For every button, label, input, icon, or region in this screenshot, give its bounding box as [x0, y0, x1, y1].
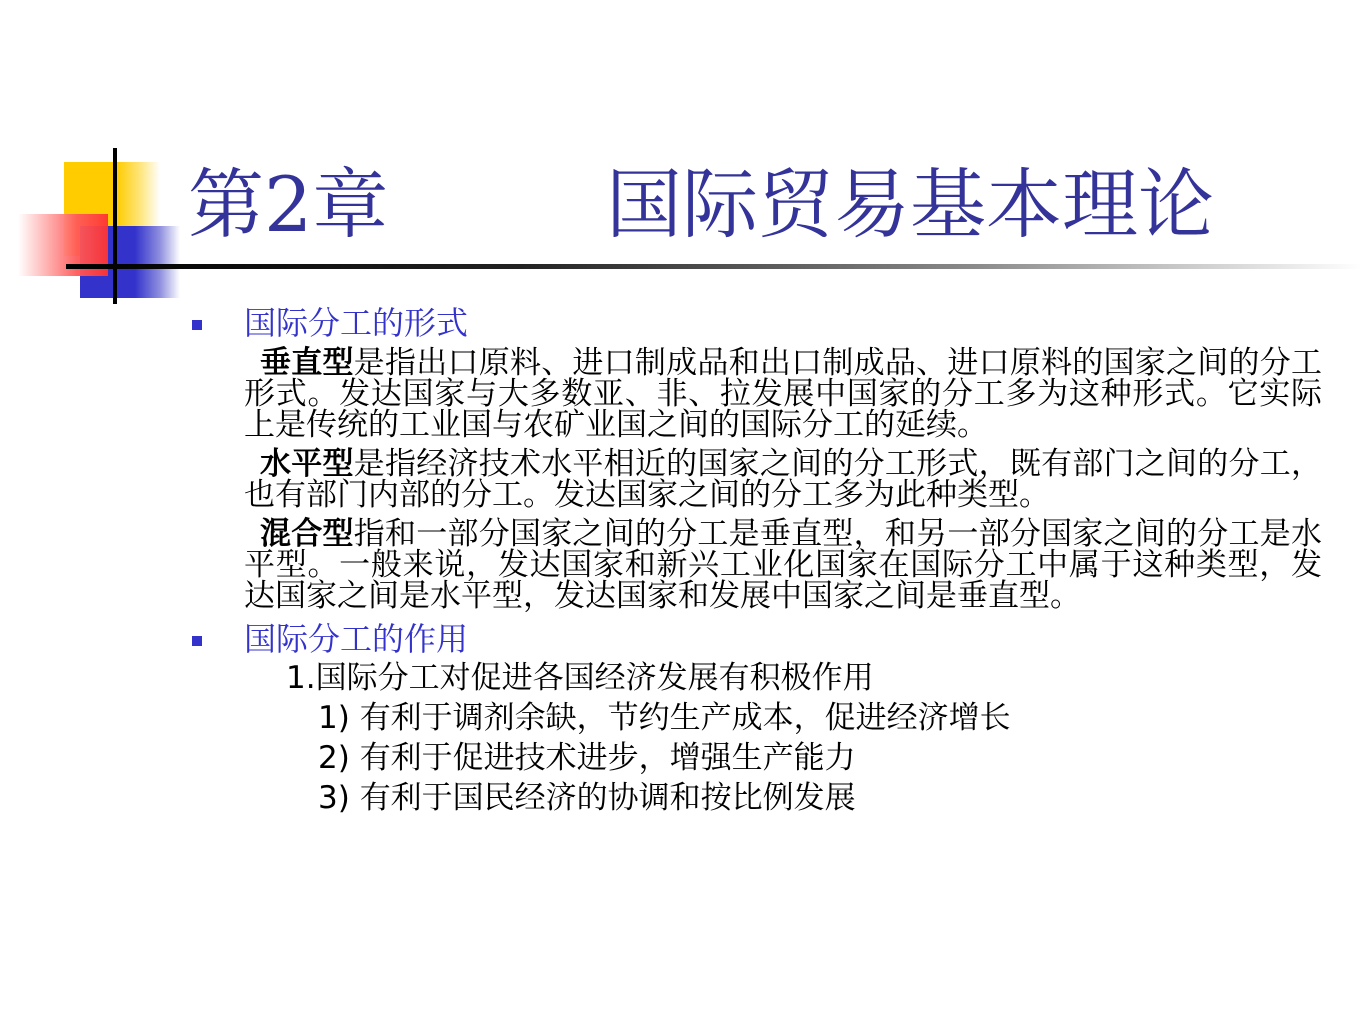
- slide-content: [192, 304, 1322, 818]
- bullet-roles-label: 国际分工的作用: [244, 620, 469, 658]
- bullet-forms: [192, 304, 1322, 342]
- point-1-text: 国际分工对促进各国经济发展有积极作用: [315, 660, 874, 696]
- subpoint-1-num: 1): [318, 700, 350, 736]
- bullet-roles: [192, 620, 1322, 658]
- subpoint-2-num: 2): [318, 740, 350, 776]
- subpoint-3-num: 3): [318, 780, 350, 816]
- logo-vertical-line: [113, 148, 117, 304]
- title-underline: [66, 264, 1360, 269]
- title-chapter: 第2章: [188, 160, 389, 249]
- para-mixed: [192, 516, 1323, 614]
- bullet-square-icon: [192, 636, 202, 646]
- slide-title: [188, 160, 1214, 250]
- term-vertical: 垂直型: [260, 345, 354, 381]
- bullet-forms-label: 国际分工的形式: [244, 304, 469, 342]
- subpoint-2-text: 有利于促进技术进步，增强生产能力: [359, 740, 856, 776]
- subpoint-3-text: 有利于国民经济的协调和按比例发展: [359, 780, 856, 816]
- bullet-square-icon: [192, 320, 202, 330]
- term-horizontal: 水平型: [260, 446, 354, 482]
- para-horizontal: [192, 446, 1323, 513]
- subpoint-3: [192, 778, 1322, 818]
- subpoint-1-text: 有利于调剂余缺，节约生产成本，促进经济增长: [359, 700, 1011, 736]
- subpoint-2: [192, 738, 1322, 778]
- text-horizontal: 是指经济技术水平相近的国家之间的分工形式，既有部门之间的分工，也有部门内部的分工。发达国家之间的分工多为此种类型。: [244, 446, 1323, 513]
- point-1: [192, 658, 1322, 698]
- subpoint-1: [192, 698, 1322, 738]
- para-vertical: [192, 345, 1323, 443]
- term-mixed: 混合型: [260, 516, 354, 552]
- text-vertical: 是指出口原料、进口制成品和出口制成品、进口原料的国家之间的分工形式。发达国家与大多数亚、非、拉发展中国家的分工多为这种形式。它实际上是传统的工业国与农矿业国之间的国际分工的延续。: [244, 345, 1323, 443]
- title-text: 国际贸易基本理论: [606, 160, 1214, 249]
- point-1-num: 1.: [286, 660, 316, 696]
- text-mixed: 指和一部分国家之间的分工是垂直型，和另一部分国家之间的分工是水平型。一般来说，发达国家和新兴工业化国家在国际分工中属于这种类型，发达国家之间是水平型，发达国家和发展中国家之间是垂直型。: [244, 516, 1323, 614]
